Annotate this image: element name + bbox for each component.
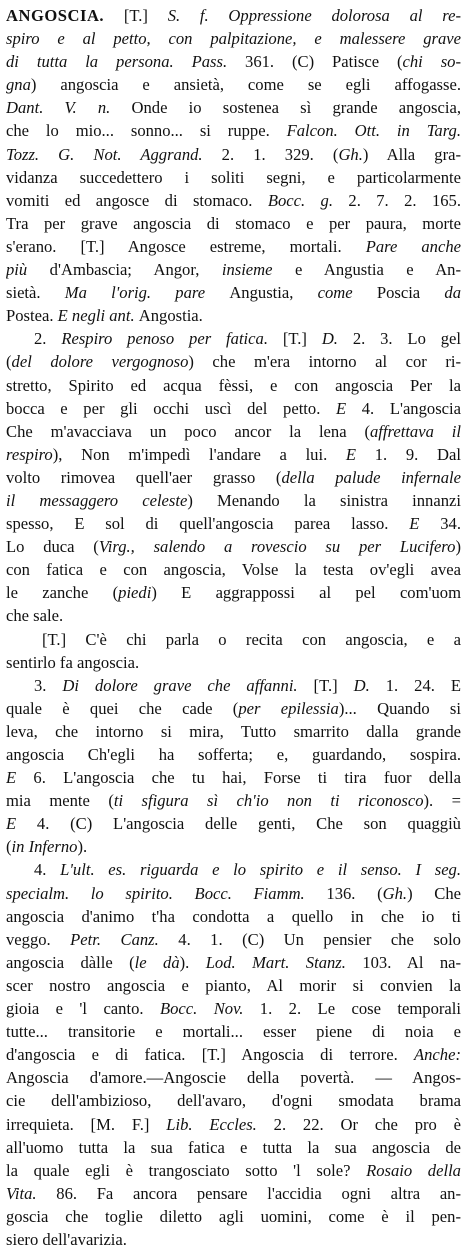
text-segment: 1. 24. E bbox=[385, 675, 461, 695]
text-segment: le dà bbox=[134, 952, 180, 972]
text-segment: 2. 22. Or che pro è bbox=[273, 1114, 461, 1134]
text-segment: Che m'avacciava un poco ancor la lena ( bbox=[6, 421, 370, 441]
text-segment: d'Ambascia; Angor, bbox=[49, 260, 222, 280]
text-segment: E bbox=[6, 814, 37, 834]
text-segment: Bocc. g. bbox=[267, 190, 349, 210]
text-segment: e Angustia e An- bbox=[294, 260, 461, 280]
text-segment: angoscia Ch'egli ha sofferta; e, guardando, sospira. bbox=[6, 745, 461, 764]
text-segment: volto rimovea quell'aer grasso ( bbox=[6, 467, 282, 487]
text-segment: della palude infernale bbox=[281, 467, 461, 487]
text-segment: 361. (C) Patisce ( bbox=[245, 52, 403, 72]
text-line bbox=[6, 1159, 461, 1182]
text-segment: L'ult. es. riguarda e lo spirito e il senso. I seg. bbox=[60, 860, 461, 880]
text-line bbox=[6, 882, 461, 905]
text-segment: gioia e 'l canto. bbox=[6, 999, 160, 1019]
text-segment: 136. ( bbox=[326, 883, 383, 903]
text-line bbox=[6, 189, 461, 212]
text-line bbox=[6, 697, 461, 720]
text-segment: tutte... transitorie e mortali... esser piene di noia e bbox=[6, 1022, 461, 1042]
text-line bbox=[6, 651, 461, 674]
text-segment: gna bbox=[6, 75, 31, 95]
text-segment: Gh. bbox=[338, 144, 363, 164]
text-line bbox=[6, 812, 461, 835]
text-line bbox=[6, 420, 461, 443]
text-segment: ). = bbox=[423, 791, 461, 811]
text-segment: Anche: bbox=[414, 1045, 461, 1065]
text-segment: ( bbox=[6, 837, 12, 857]
text-line bbox=[6, 281, 461, 304]
text-line bbox=[6, 304, 461, 327]
text-segment: Poscia bbox=[376, 283, 445, 303]
text-segment: Di dolore grave che affanni. bbox=[62, 675, 314, 695]
text-segment: D. bbox=[353, 675, 386, 695]
text-line bbox=[6, 858, 461, 881]
text-line bbox=[6, 1113, 461, 1136]
text-segment: per epilessia bbox=[238, 698, 339, 718]
text-segment: 2. 1. 329. ( bbox=[221, 144, 339, 164]
text-segment: D. bbox=[321, 329, 353, 349]
text-segment: veggo. bbox=[6, 929, 71, 949]
text-segment: con fatica e con angoscia, Volse la testa ov'egli avea bbox=[6, 560, 461, 580]
text-line bbox=[6, 27, 461, 50]
text-segment: vomiti ed angosce di stomaco. bbox=[6, 190, 268, 210]
text-segment: Respiro penoso per fatica. bbox=[61, 329, 283, 349]
text-line bbox=[6, 743, 461, 766]
text-line bbox=[6, 1136, 461, 1159]
text-segment: la quale egli è trangosciato sotto 'l sole? bbox=[6, 1160, 367, 1180]
text-line bbox=[6, 720, 461, 743]
text-segment: del dolore vergognoso bbox=[11, 352, 189, 372]
text-segment: Tozz. G. Not. Aggrand. bbox=[6, 144, 222, 164]
text-line bbox=[6, 1043, 461, 1066]
text-line bbox=[6, 997, 461, 1020]
text-segment: ). bbox=[77, 837, 88, 857]
text-segment: Virg., salendo a rovescio su per Lucifero bbox=[98, 537, 456, 557]
text-segment: 103. Al na- bbox=[362, 952, 461, 972]
text-line bbox=[6, 443, 461, 466]
text-segment: ) E aggrappossi al pel com'uom bbox=[151, 583, 461, 603]
text-segment: il messaggero celeste bbox=[6, 490, 188, 510]
text-segment: ti sfigura sì ch'io non ti riconosco bbox=[113, 791, 424, 811]
text-segment: scer nostro angoscia e pianto, Al morir si convien la bbox=[6, 975, 461, 995]
text-segment: E bbox=[345, 444, 375, 464]
text-line bbox=[6, 489, 461, 512]
text-segment: le zanche ( bbox=[6, 583, 119, 603]
text-segment: Vita. bbox=[6, 1183, 57, 1203]
text-segment: 4. bbox=[34, 860, 61, 880]
text-segment: goscia che toglie diletto agli uomini, come è il pen- bbox=[6, 1206, 461, 1226]
text-segment: come bbox=[317, 283, 377, 303]
text-segment: spiro e al petto, con palpitazione, e malessere grave bbox=[6, 29, 461, 49]
text-segment: ) bbox=[455, 537, 461, 557]
text-segment: Lod. Mart. Stanz. bbox=[205, 952, 363, 972]
text-segment: respiro bbox=[6, 444, 53, 464]
text-segment: siero dell'avarizia. bbox=[6, 1229, 127, 1249]
text-segment: Onde io sostenea sì grande angoscia, bbox=[131, 98, 461, 118]
text-line bbox=[6, 4, 461, 27]
text-segment: più bbox=[6, 260, 50, 280]
text-line bbox=[6, 1182, 461, 1205]
text-segment: stretto, Spirito ed acqua fèssi, e con angoscia Per la bbox=[6, 375, 461, 395]
text-line bbox=[6, 928, 461, 951]
text-segment: Pare anche bbox=[365, 236, 461, 256]
text-segment: Ma l'orig. pare bbox=[64, 283, 230, 303]
text-segment: bocca e per gli occhi uscì del petto. bbox=[6, 398, 336, 418]
text-segment: d'angoscia e di fatica. [T.] Angoscia di terrore. bbox=[6, 1045, 414, 1065]
text-segment: ), Non m'impedì l'andare a lui. bbox=[52, 444, 346, 464]
text-segment: E negli ant. bbox=[57, 306, 139, 326]
text-segment: mia mente ( bbox=[6, 791, 114, 811]
text-line bbox=[6, 581, 461, 604]
text-line bbox=[6, 1066, 461, 1089]
text-segment: di tutta la persona. bbox=[6, 52, 192, 72]
text-segment: Lo duca ( bbox=[6, 537, 99, 557]
text-segment: [T.] bbox=[282, 329, 322, 349]
text-segment: [T.] bbox=[104, 6, 168, 25]
text-segment: E bbox=[409, 514, 441, 534]
text-segment: piedi bbox=[118, 583, 152, 603]
text-segment: Tra per grave angoscia di stomaco e per paura, morte bbox=[6, 213, 461, 233]
text-line bbox=[6, 1020, 461, 1043]
text-segment: all'uomo tutta la sua fatica e tutta la sua angoscia de bbox=[6, 1137, 461, 1157]
text-segment: ) Menando la sinistra innanzi bbox=[187, 490, 461, 510]
text-segment: spesso, E sol di quell'angoscia parea lasso. bbox=[6, 514, 410, 534]
text-segment: quale è quei che cade ( bbox=[6, 698, 239, 718]
text-line bbox=[6, 212, 461, 235]
text-segment: che sale. bbox=[6, 606, 64, 626]
text-line bbox=[6, 327, 461, 350]
text-segment: Rosaio della bbox=[366, 1160, 461, 1180]
text-segment: Dant. V. n. bbox=[6, 98, 132, 118]
text-segment: S. f. Oppressione dolorosa al re- bbox=[167, 6, 461, 25]
text-line bbox=[6, 1205, 461, 1228]
text-segment: 2. 3. Lo gel bbox=[352, 329, 461, 349]
text-segment: 3. bbox=[34, 675, 63, 695]
text-line bbox=[6, 951, 461, 974]
text-segment: cie dell'ambizioso, dell'avaro, d'ogni smodata brama bbox=[6, 1091, 461, 1111]
text-segment: 1. 9. Dal bbox=[374, 444, 461, 464]
text-segment: da bbox=[444, 283, 461, 303]
text-segment: Angustia, bbox=[229, 283, 318, 303]
text-line bbox=[6, 166, 461, 189]
text-line bbox=[6, 835, 461, 858]
text-segment: [T.] C'è chi parla o recita con angoscia, e a bbox=[42, 629, 461, 649]
text-line bbox=[6, 674, 461, 697]
text-segment: s'erano. [T.] Angosce estreme, mortali. bbox=[6, 236, 366, 256]
text-segment: 4. L'angoscia bbox=[361, 398, 461, 418]
text-line bbox=[6, 604, 461, 627]
text-segment: ). bbox=[179, 952, 206, 972]
text-segment: che lo mio... sonno... si ruppe. bbox=[6, 121, 287, 141]
text-line bbox=[6, 628, 461, 651]
text-segment: E bbox=[335, 398, 362, 418]
text-segment: Angoscia d'amore.—Angoscie della povertà. — Angos- bbox=[6, 1068, 461, 1088]
text-segment: insieme bbox=[221, 260, 295, 280]
text-segment: 34. bbox=[440, 514, 461, 534]
text-line bbox=[6, 258, 461, 281]
text-segment: affrettava il bbox=[369, 421, 461, 441]
text-segment: sietà. bbox=[6, 283, 65, 303]
text-segment: ) che m'era intorno al cor ri- bbox=[188, 352, 461, 372]
text-segment: irrequieta. [M. F.] bbox=[6, 1114, 167, 1134]
text-segment: [T.] bbox=[313, 675, 354, 695]
text-segment: 4. (C) L'angoscia delle genti, Che son quaggiù bbox=[36, 814, 461, 834]
text-line bbox=[6, 905, 461, 928]
text-line bbox=[6, 535, 461, 558]
text-segment: Gh. bbox=[382, 883, 408, 903]
text-segment: leva, che intorno si mira, Tutto smarrito dalla grande bbox=[6, 721, 461, 741]
text-segment: specialm. lo spirito. Bocc. Fiamm. bbox=[6, 883, 327, 903]
text-line bbox=[6, 235, 461, 258]
text-segment: in Inferno bbox=[11, 837, 78, 857]
text-line bbox=[6, 789, 461, 812]
text-line bbox=[6, 143, 461, 166]
text-line bbox=[6, 397, 461, 420]
text-line bbox=[6, 766, 461, 789]
text-segment: ANGOSCIA. bbox=[6, 6, 105, 25]
text-segment: Lib. Eccles. bbox=[166, 1114, 274, 1134]
text-segment: 1. 2. Le cose temporali bbox=[259, 999, 461, 1019]
text-segment: 6. L'angoscia che tu hai, Forse ti tira fuor della bbox=[33, 768, 461, 788]
text-line bbox=[6, 374, 461, 397]
text-segment: ) Alla gra- bbox=[362, 144, 461, 164]
text-line bbox=[6, 119, 461, 142]
text-line bbox=[6, 512, 461, 535]
text-segment: 4. 1. (C) Un pensier che solo bbox=[178, 929, 461, 949]
text-line bbox=[6, 73, 461, 96]
text-segment: 2. 7. 2. 165. bbox=[348, 190, 461, 210]
text-segment: Postea. bbox=[6, 306, 58, 326]
text-segment: 2. bbox=[34, 329, 62, 349]
text-segment: 86. Fa ancora pensare l'accidia ogni altra an- bbox=[56, 1183, 461, 1203]
text-line bbox=[6, 50, 461, 73]
text-segment: ) angoscia e ansietà, come se egli affogasse. bbox=[30, 75, 461, 95]
text-line bbox=[6, 974, 461, 997]
text-segment: Petr. Canz. bbox=[70, 929, 179, 949]
text-segment: )... Quando si bbox=[338, 698, 461, 718]
text-line bbox=[6, 466, 461, 489]
text-segment: Angostia. bbox=[138, 306, 203, 326]
text-segment: vidanza succedettero i soliti segni, e particolarmente bbox=[6, 167, 461, 187]
text-segment: chi so- bbox=[402, 52, 461, 72]
text-segment: Pass. bbox=[191, 52, 246, 72]
text-segment: Falcon. Ott. in Targ. bbox=[286, 121, 461, 141]
text-line bbox=[6, 1228, 461, 1251]
text-line bbox=[6, 1089, 461, 1112]
text-segment: ) Che bbox=[407, 883, 461, 903]
text-line bbox=[6, 350, 461, 373]
text-segment: E bbox=[6, 768, 34, 788]
text-segment: Bocc. Nov. bbox=[159, 999, 260, 1019]
text-line bbox=[6, 96, 461, 119]
text-segment: angoscia d'animo t'ha condotta a quello in che io ti bbox=[6, 906, 461, 926]
text-segment: angoscia dàlle ( bbox=[6, 952, 135, 972]
text-line bbox=[6, 558, 461, 581]
text-segment: ( bbox=[6, 352, 12, 372]
text-segment: sentirlo fa angoscia. bbox=[6, 652, 140, 672]
